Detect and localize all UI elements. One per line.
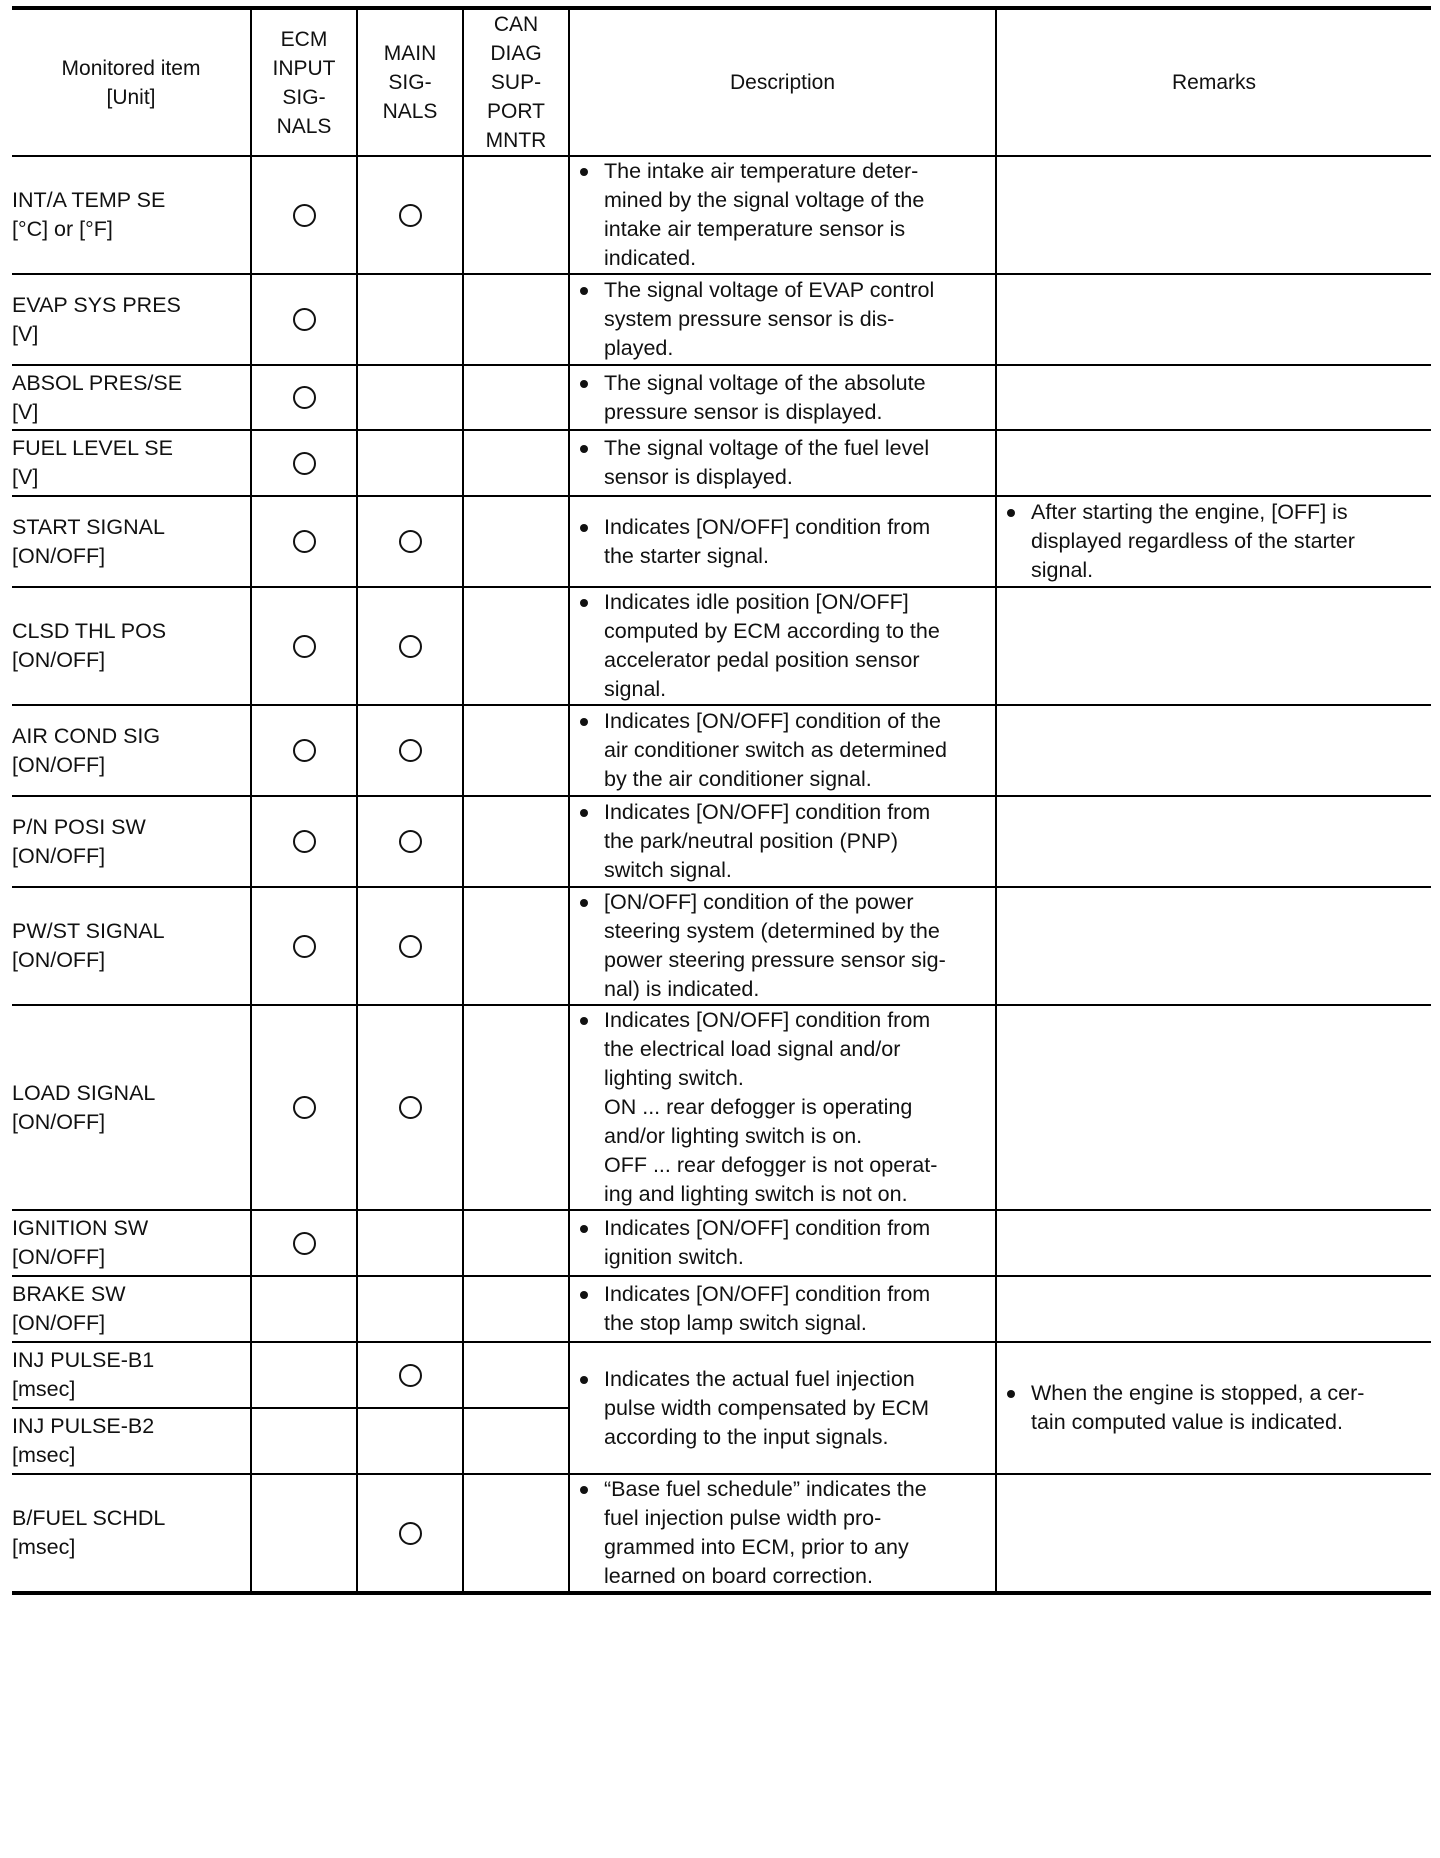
- remarks-cell: [996, 587, 1431, 705]
- description-text: Indicates [ON/OFF] condition from the starter signal.: [570, 513, 995, 571]
- circle-mark-icon: [293, 204, 316, 227]
- description-cell: [569, 496, 996, 587]
- item-unit: [V]: [12, 321, 39, 346]
- main-signals-cell: [357, 156, 463, 274]
- header-monitored-item: Monitored item [Unit]: [12, 8, 251, 156]
- can-diag-support-cell: [463, 274, 569, 365]
- description-cell: [569, 1474, 996, 1593]
- description-text: Indicates [ON/OFF] condition from the stop lamp switch signal.: [570, 1280, 995, 1338]
- can-diag-support-cell: [463, 1408, 569, 1474]
- remarks-cell: [996, 1342, 1431, 1474]
- main-signals-cell: [357, 705, 463, 796]
- circle-mark-icon: [293, 635, 316, 658]
- item-name: B/FUEL SCHDL: [12, 1506, 166, 1530]
- description-text: The intake air temperature deter- mined by the signal voltage of the intake air temperature sensor is indicated.: [570, 157, 995, 273]
- description-cell: [569, 274, 996, 365]
- remarks-cell: [996, 156, 1431, 274]
- ecm-input-signals-cell: [251, 430, 357, 496]
- remarks-cell: [996, 274, 1431, 365]
- description-cell: [569, 1005, 996, 1210]
- item-name: P/N POSI SW: [12, 814, 146, 839]
- main-signals-cell: [357, 1474, 463, 1593]
- main-signals-cell: [357, 1342, 463, 1408]
- remarks-cell: [996, 887, 1431, 1005]
- item-name: AIR COND SIG: [12, 723, 161, 748]
- circle-mark-icon: [293, 452, 316, 475]
- description-cell: [569, 430, 996, 496]
- header-row: [12, 8, 1431, 156]
- ecm-input-signals-cell: [251, 496, 357, 587]
- circle-mark-icon: [293, 739, 316, 762]
- circle-mark-icon: [399, 530, 422, 553]
- description-cell: [569, 796, 996, 887]
- remarks-cell: [996, 1276, 1431, 1342]
- header-main-signals: MAIN SIG- NALS: [357, 8, 463, 156]
- circle-mark-icon: [293, 935, 316, 958]
- ecm-input-signals-cell: [251, 587, 357, 705]
- item-name: IGNITION SW: [12, 1216, 149, 1240]
- monitored-item-cell: [12, 587, 251, 705]
- can-diag-support-cell: [463, 365, 569, 430]
- monitored-item-cell: [12, 496, 251, 587]
- circle-mark-icon: [293, 1096, 316, 1119]
- main-signals-cell: [357, 365, 463, 430]
- ecm-input-signals-cell: [251, 274, 357, 365]
- table-row: [12, 496, 1431, 587]
- main-signals-cell: [357, 1276, 463, 1342]
- item-name: INJ PULSE-B2: [12, 1414, 155, 1438]
- table-row: [12, 274, 1431, 365]
- header-description: Description: [569, 8, 996, 156]
- ecm-input-signals-cell: [251, 1342, 357, 1408]
- circle-mark-icon: [399, 635, 422, 658]
- can-diag-support-cell: [463, 1474, 569, 1593]
- description-text: Indicates [ON/OFF] condition from ignition switch.: [570, 1214, 995, 1272]
- item-name: PW/ST SIGNAL: [12, 919, 165, 943]
- table-row: [12, 796, 1431, 887]
- monitored-item-cell: [12, 1474, 251, 1593]
- item-unit: [msec]: [12, 1535, 76, 1559]
- main-signals-cell: [357, 1408, 463, 1474]
- main-signals-cell: [357, 887, 463, 1005]
- ecm-input-signals-cell: [251, 156, 357, 274]
- item-name: ABSOL PRES/SE: [12, 370, 183, 395]
- description-cell: [569, 887, 996, 1005]
- can-diag-support-cell: [463, 496, 569, 587]
- table-row: [12, 705, 1431, 796]
- table-body: [12, 156, 1431, 1593]
- ecm-input-signals-cell: [251, 1408, 357, 1474]
- monitored-item-cell: [12, 1005, 251, 1210]
- remarks-cell: [996, 1005, 1431, 1210]
- item-unit: [ON/OFF]: [12, 1245, 106, 1269]
- description-cell: [569, 1276, 996, 1342]
- description-text: Indicates [ON/OFF] condition from the electrical load signal and/or lighting switch. ON ... rear defogger is operating and/or lighting switch is on. OFF ... rear defogger is not operat- ing and lighting switch is not on.: [570, 1006, 995, 1209]
- circle-mark-icon: [399, 204, 422, 227]
- monitored-item-cell: [12, 365, 251, 430]
- circle-mark-icon: [399, 739, 422, 762]
- can-diag-support-cell: [463, 796, 569, 887]
- ecm-input-signals-cell: [251, 1276, 357, 1342]
- item-unit: [ON/OFF]: [12, 1109, 106, 1134]
- description-cell: [569, 1210, 996, 1276]
- main-signals-cell: [357, 274, 463, 365]
- main-signals-cell: [357, 796, 463, 887]
- description-text: Indicates [ON/OFF] condition from the park/neutral position (PNP) switch signal.: [570, 798, 995, 885]
- description-cell: [569, 156, 996, 274]
- circle-mark-icon: [399, 1364, 422, 1387]
- ecm-input-signals-cell: [251, 1474, 357, 1593]
- ecm-input-signals-cell: [251, 365, 357, 430]
- table-row: [12, 1276, 1431, 1342]
- table-row: [12, 587, 1431, 705]
- description-cell: [569, 365, 996, 430]
- monitored-item-cell: [12, 1408, 251, 1474]
- monitored-item-cell: [12, 1210, 251, 1276]
- item-unit: [°C] or [°F]: [12, 217, 113, 241]
- table-row: [12, 1210, 1431, 1276]
- table-row: [12, 1342, 1431, 1408]
- item-unit: [ON/OFF]: [12, 543, 106, 568]
- remarks-cell: [996, 796, 1431, 887]
- item-name: INT/A TEMP SE: [12, 188, 166, 212]
- monitored-item-cell: [12, 430, 251, 496]
- description-cell: [569, 1342, 996, 1474]
- description-text: [ON/OFF] condition of the power steering system (determined by the power steering pressure sensor sig- nal) is indicated.: [570, 888, 995, 1004]
- item-unit: [V]: [12, 399, 39, 424]
- description-cell: [569, 587, 996, 705]
- circle-mark-icon: [399, 1096, 422, 1119]
- description-text: The signal voltage of EVAP control system pressure sensor is dis- played.: [570, 276, 995, 363]
- can-diag-support-cell: [463, 1210, 569, 1276]
- description-text: Indicates [ON/OFF] condition of the air conditioner switch as determined by the air conditioner signal.: [570, 707, 995, 794]
- table-row: [12, 156, 1431, 274]
- item-name: LOAD SIGNAL: [12, 1080, 156, 1105]
- circle-mark-icon: [293, 308, 316, 331]
- circle-mark-icon: [293, 830, 316, 853]
- can-diag-support-cell: [463, 1342, 569, 1408]
- item-unit: [ON/OFF]: [12, 843, 106, 868]
- main-signals-cell: [357, 587, 463, 705]
- remarks-cell: [996, 1210, 1431, 1276]
- item-name: INJ PULSE-B1: [12, 1348, 155, 1372]
- can-diag-support-cell: [463, 1005, 569, 1210]
- can-diag-support-cell: [463, 887, 569, 1005]
- table-row: [12, 887, 1431, 1005]
- remarks-text: After starting the engine, [OFF] is displayed regardless of the starter signal.: [997, 498, 1431, 585]
- description-text: Indicates the actual fuel injection pulse width compensated by ECM according to the input signals.: [570, 1365, 995, 1452]
- item-unit: [ON/OFF]: [12, 948, 106, 972]
- remarks-cell: [996, 705, 1431, 796]
- description-text: The signal voltage of the fuel level sensor is displayed.: [570, 434, 995, 492]
- ecm-input-signals-cell: [251, 1210, 357, 1276]
- description-text: The signal voltage of the absolute pressure sensor is displayed.: [570, 369, 995, 427]
- item-unit: [msec]: [12, 1377, 76, 1401]
- circle-mark-icon: [293, 530, 316, 553]
- circle-mark-icon: [399, 935, 422, 958]
- can-diag-support-cell: [463, 156, 569, 274]
- monitored-item-cell: [12, 156, 251, 274]
- can-diag-support-cell: [463, 705, 569, 796]
- monitored-item-cell: [12, 887, 251, 1005]
- main-signals-cell: [357, 496, 463, 587]
- item-name: EVAP SYS PRES: [12, 292, 181, 317]
- monitored-item-cell: [12, 796, 251, 887]
- main-signals-cell: [357, 430, 463, 496]
- can-diag-support-cell: [463, 430, 569, 496]
- ecm-input-signals-cell: [251, 796, 357, 887]
- table-row: [12, 430, 1431, 496]
- monitored-item-cell: [12, 1342, 251, 1408]
- monitored-item-cell: [12, 274, 251, 365]
- item-name: CLSD THL POS: [12, 619, 167, 643]
- item-unit: [ON/OFF]: [12, 648, 106, 672]
- circle-mark-icon: [399, 830, 422, 853]
- header-ecm-input-signals: ECM INPUT SIG- NALS: [251, 8, 357, 156]
- remarks-cell: [996, 430, 1431, 496]
- item-name: START SIGNAL: [12, 514, 165, 539]
- item-unit: [ON/OFF]: [12, 1311, 106, 1335]
- item-name: BRAKE SW: [12, 1282, 126, 1306]
- header-can-diag-support: CAN DIAG SUP- PORT MNTR: [463, 8, 569, 156]
- main-signals-cell: [357, 1005, 463, 1210]
- item-unit: [V]: [12, 465, 39, 489]
- main-signals-cell: [357, 1210, 463, 1276]
- circle-mark-icon: [399, 1522, 422, 1545]
- remarks-cell: [996, 496, 1431, 587]
- table-row: [12, 1005, 1431, 1210]
- table-row: [12, 365, 1431, 430]
- can-diag-support-cell: [463, 587, 569, 705]
- remarks-cell: [996, 365, 1431, 430]
- can-diag-support-cell: [463, 1276, 569, 1342]
- ecm-input-signals-cell: [251, 705, 357, 796]
- monitored-item-cell: [12, 1276, 251, 1342]
- ecm-input-signals-cell: [251, 1005, 357, 1210]
- remarks-cell: [996, 1474, 1431, 1593]
- monitored-items-table: [12, 6, 1431, 1595]
- remarks-text: When the engine is stopped, a cer- tain computed value is indicated.: [997, 1379, 1431, 1437]
- item-name: FUEL LEVEL SE: [12, 436, 173, 460]
- description-text: “Base fuel schedule” indicates the fuel injection pulse width pro- grammed into ECM, prior to any learned on board correction.: [570, 1475, 995, 1591]
- item-unit: [ON/OFF]: [12, 752, 106, 777]
- table-row: [12, 1474, 1431, 1593]
- circle-mark-icon: [293, 386, 316, 409]
- ecm-input-signals-cell: [251, 887, 357, 1005]
- header-remarks: Remarks: [996, 8, 1431, 156]
- item-unit: [msec]: [12, 1443, 76, 1467]
- circle-mark-icon: [293, 1232, 316, 1255]
- monitored-item-cell: [12, 705, 251, 796]
- description-text: Indicates idle position [ON/OFF] computed by ECM according to the accelerator pedal position sensor signal.: [570, 588, 995, 704]
- description-cell: [569, 705, 996, 796]
